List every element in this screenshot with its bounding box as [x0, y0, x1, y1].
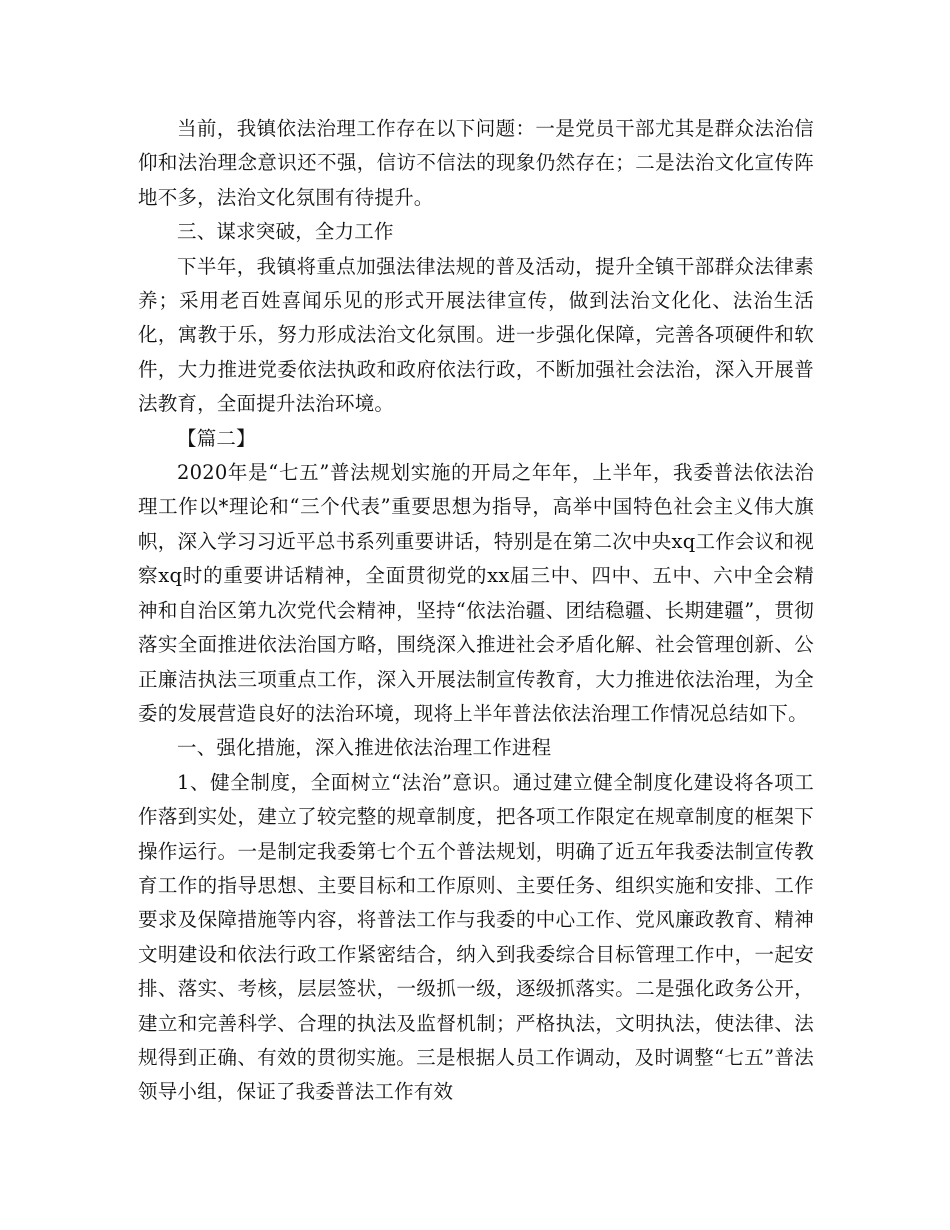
- document-body: [138, 112, 814, 1110]
- paragraph-system-building: 1、健全制度，全面树立“法治”意识。通过建立健全制度化建设将各项工作落到实处，建立了较完整的规章制度，把各项工作限定在规章制度的框架下操作运行。一是制定我委第七个五个普法规划，明确了近五年我委法制宣传教育工作的指导思想、主要目标和工作原则、主要任务、组织实施和安排、工作要求及保障措施等内容，将普法工作与我委的中心工作、党风廉政教育、精神文明建设和依法行政工作紧密结合，纳入到我委综合目标管理工作中，一起安排、落实、考核，层层签状，一级抓一级，逐级抓落实。二是强化政务公开，建立和完善科学、合理的执法及监督机制；严格执法，文明执法，使法律、法规得到正确、有效的贯彻实施。三是根据人员工作调动，及时调整“七五”普法领导小组，保证了我委普法工作有效: [138, 770, 814, 1104]
- paragraph-part-two-intro: 2020年是“七五”普法规划实施的开局之年年，上半年，我委普法依法治理工作以*理论和“三个代表”重要思想为指导，高举中国特色社会主义伟大旗帜，深入学习习近平总书系列重要讲话，特别是在第二次中央xq工作会议和视察xq时的重要讲话精神，全面贯彻党的xx届三中、四中、五中、六中全会精神和自治区第九次党代会精神，坚持“依法治疆、团结稳疆、长期建疆”，贯彻落实全面推进依法治国方略，围绕深入推进社会矛盾化解、社会管理创新、公正廉洁执法三项重点工作，深入开展法制宣传教育，大力推进依法治理，为全委的发展营造良好的法治环境，现将上半年普法依法治理工作情况总结如下。: [138, 461, 814, 725]
- heading-section-one: 一、强化措施，深入推进依法治理工作进程: [177, 736, 552, 760]
- paragraph-current-problems: 当前，我镇依法治理工作存在以下问题：一是党员干部尤其是群众法治信仰和法治理念意识还不强，信访不信法的现象仍然存在；二是法治文化宣传阵地不多，法治文化氛围有待提升。: [138, 117, 814, 209]
- paragraph-second-half-plan: 下半年，我镇将重点加强法律法规的普及活动，提升全镇干部群众法律素养；采用老百姓喜闻乐见的形式开展法律宣传，做到法治文化化、法治生活化，寓教于乐，努力形成法治文化氛围。进一步强化保障，完善各项硬件和软件，大力推进党委依法执政和政府依法行政，不断加强社会法治，深入开展普法教育，全面提升法治环境。: [138, 254, 814, 416]
- heading-section-three: 三、谋求突破，全力工作: [177, 220, 394, 244]
- heading-part-two: 【篇二】: [177, 426, 256, 450]
